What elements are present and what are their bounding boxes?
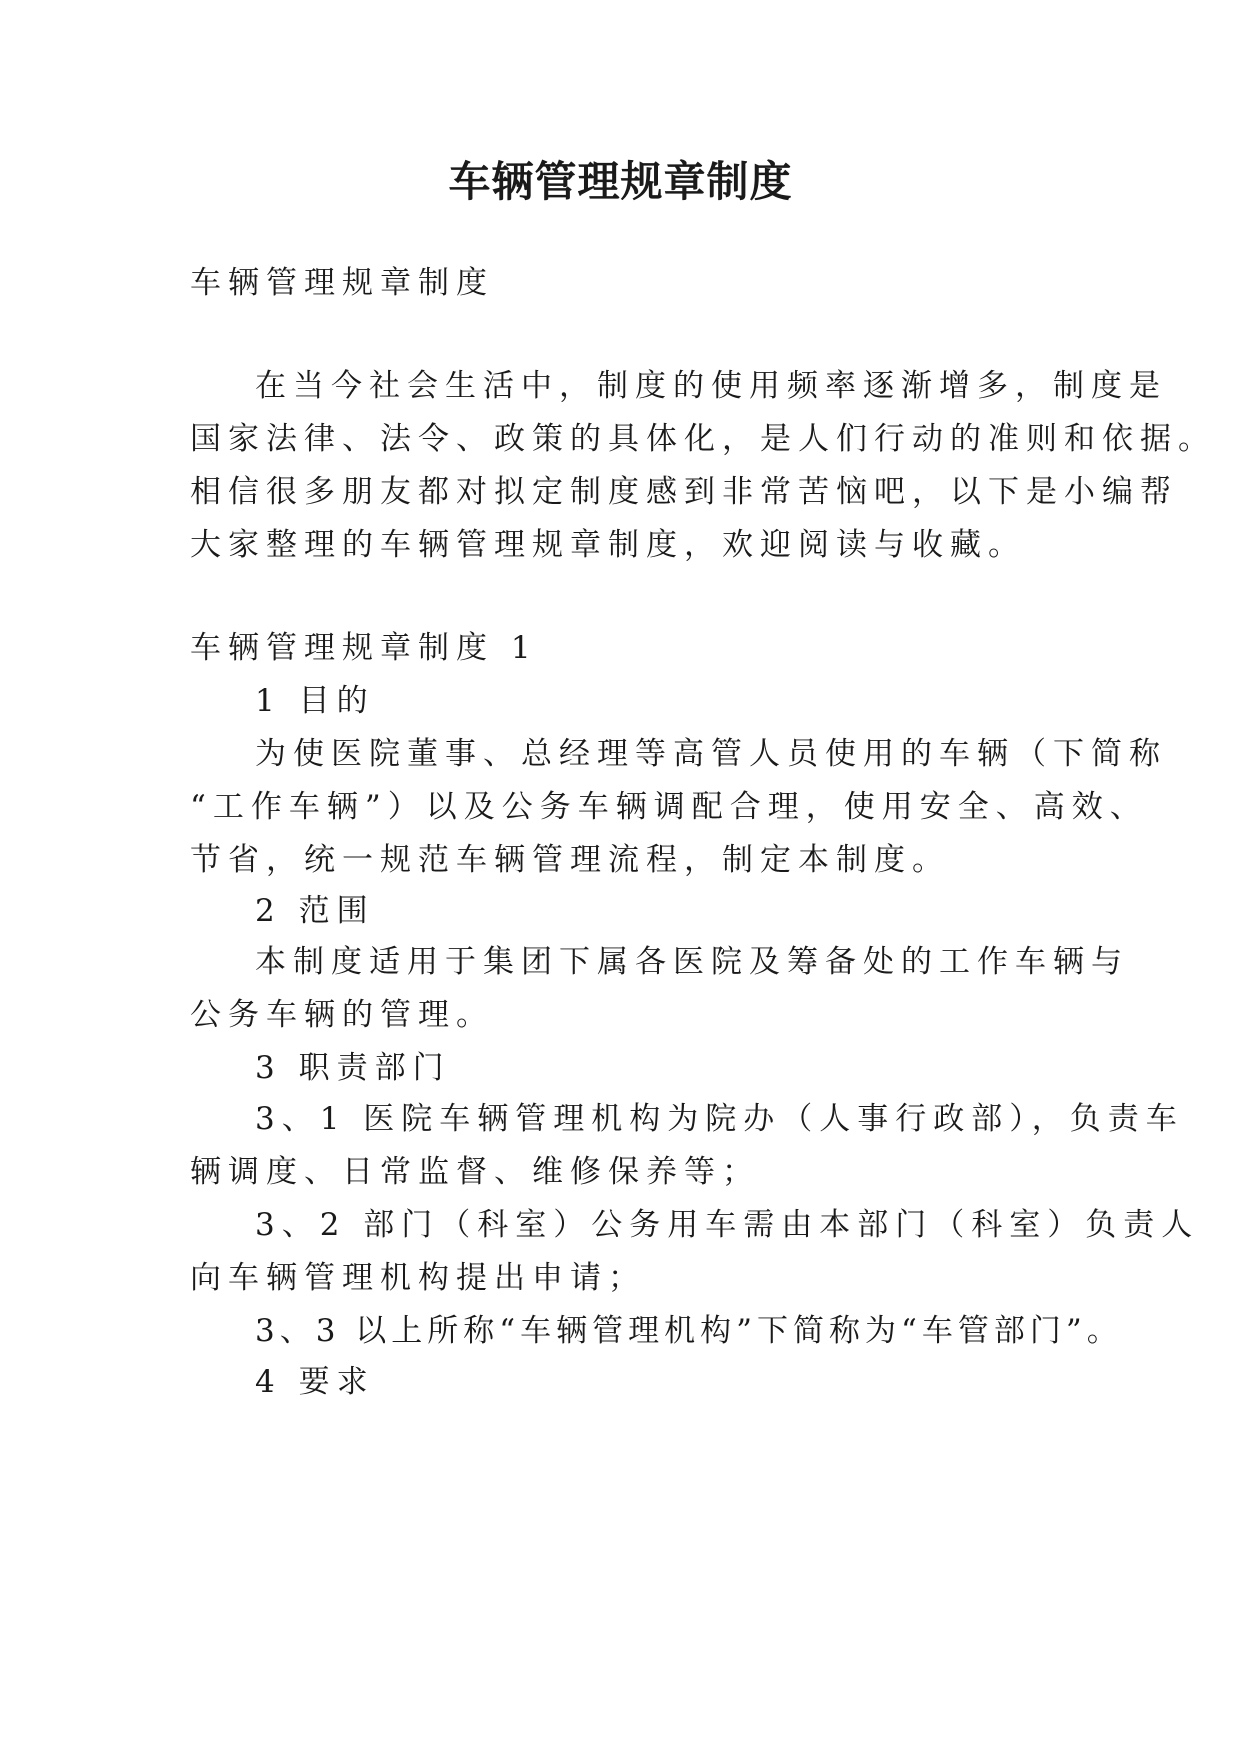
intro-line-1: 在当今社会生活中，制度的使用频率逐渐增多，制度是 <box>255 368 1167 404</box>
clause-2-text-1: 本制度适用于集团下属各医院及筹备处的工作车辆与 <box>255 944 1129 980</box>
clause-3-2-text-2: 向车辆管理机构提出申请； <box>190 1260 646 1296</box>
clause-4-heading: 4 要求 <box>255 1364 375 1400</box>
clause-1-text-1: 为使医院董事、总经理等高管人员使用的车辆（下简称 <box>255 736 1167 772</box>
clause-1-text-2: “工作车辆”）以及公务车辆调配合理，使用安全、高效、 <box>190 789 1148 825</box>
clause-3-heading: 3 职责部门 <box>255 1050 451 1086</box>
clause-3-2-text-1: 3、2 部门（科室）公务用车需由本部门（科室）负责人 <box>255 1207 1200 1243</box>
document-title: 车辆管理规章制度 <box>448 157 793 206</box>
clause-2-heading: 2 范围 <box>255 893 375 929</box>
clause-1-text-3: 节省，统一规范车辆管理流程，制定本制度。 <box>190 842 950 878</box>
intro-line-2: 国家法律、法令、政策的具体化，是人们行动的准则和依据。 <box>190 421 1216 457</box>
clause-3-1-text-2: 辆调度、日常监督、维修保养等； <box>190 1154 760 1190</box>
clause-2-text-2: 公务车辆的管理。 <box>190 997 494 1033</box>
intro-line-3: 相信很多朋友都对拟定制度感到非常苦恼吧，以下是小编帮 <box>190 474 1178 510</box>
section-heading: 车辆管理规章制度 1 <box>190 630 538 666</box>
subtitle-line: 车辆管理规章制度 <box>190 265 494 301</box>
clause-1-heading: 1 目的 <box>255 683 375 719</box>
clause-3-3-text: 3、3 以上所称“车辆管理机构”下简称为“车管部门”。 <box>255 1313 1123 1349</box>
clause-3-1-text-1: 3、1 医院车辆管理机构为院办（人事行政部），负责车 <box>255 1101 1184 1137</box>
intro-line-4: 大家整理的车辆管理规章制度，欢迎阅读与收藏。 <box>190 527 1026 563</box>
